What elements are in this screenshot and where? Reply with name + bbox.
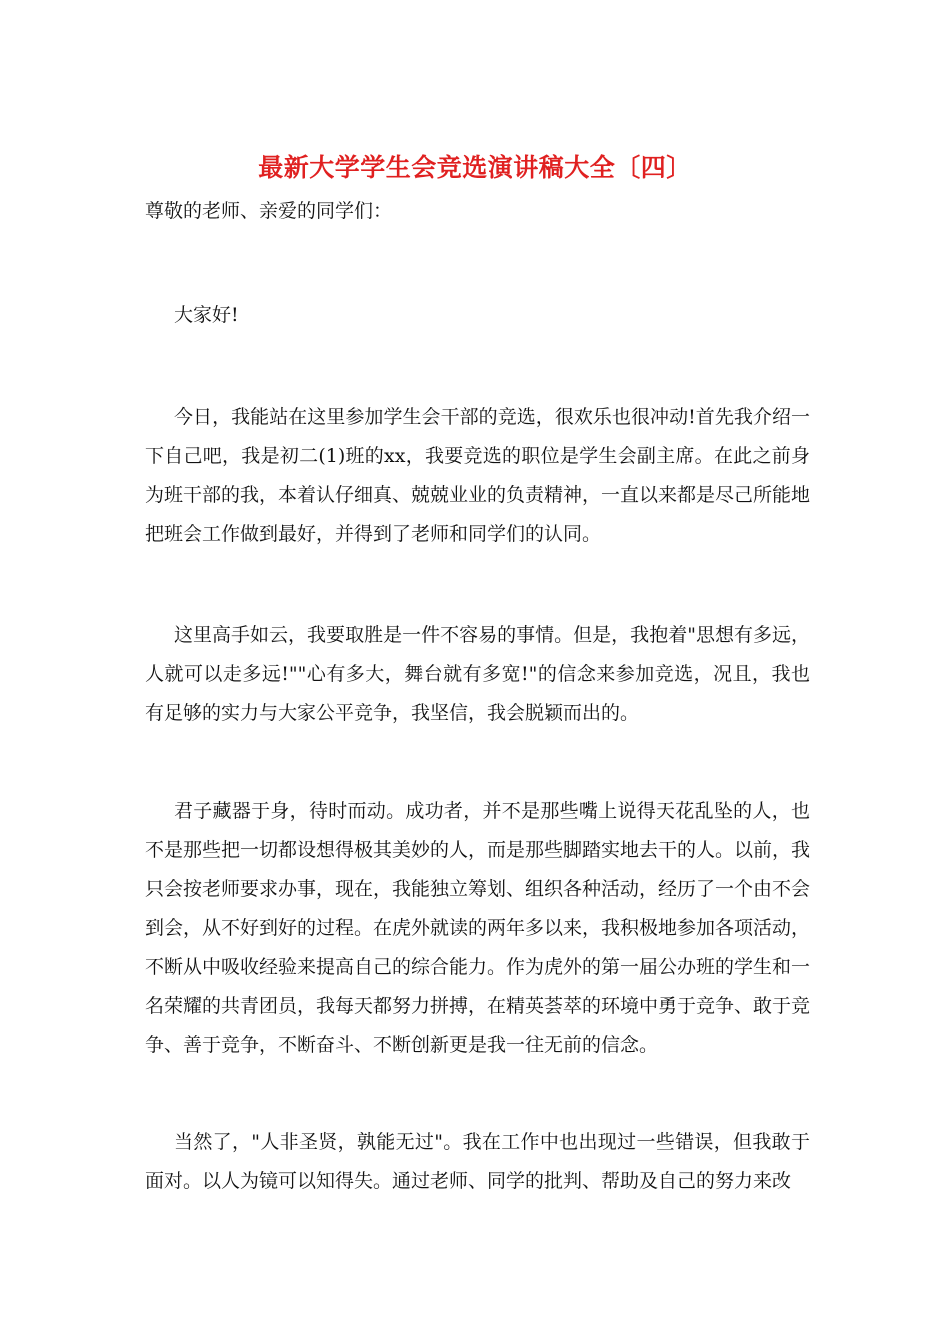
paragraph-greeting: 大家好! <box>174 304 239 326</box>
paragraph-mistakes: 当然了，"人非圣贤，孰能无过"。我在工作中也出现过一些错误，但我敢于面对。以人为镜可以知得失。通过老师、同学的批判、帮助及自己的努力来改 <box>145 1131 810 1192</box>
paragraph-experience: 君子藏器于身，待时而动。成功者，并不是那些嘴上说得天花乱坠的人，也不是那些把一切都设想得极其美妙的人，而是那些脚踏实地去干的人。以前，我只会按老师要求办事，现在，我能独立筹划、组织各种活动，经历了一个由不会到会，从不好到好的过程。在虎外就读的两年多以来，我积极地参加各项活动，不断从中吸收经验来提高自己的综合能力。作为虎外的第一届公办班的学生和一名荣耀的共青团员，我每天都努力拼搏，在精英荟萃的环境中勇于竞争、敢于竞争、善于竞争，不断奋斗、不断创新更是我一往无前的信念。 <box>145 800 811 1056</box>
document-title: 最新大学学生会竞选演讲稿大全〔四〕 <box>258 153 692 182</box>
paragraph-confidence: 这里高手如云，我要取胜是一件不容易的事情。但是，我抱着"思想有多远，人就可以走多远!""心有多大，舞台就有多宽!"的信念来参加竞选，况且，我也有足够的实力与大家公平竞争，我坚信，我会脱颖而出的。 <box>145 624 810 724</box>
paragraph-introduction: 今日，我能站在这里参加学生会干部的竞选，很欢乐也很冲动!首先我介绍一下自己吧，我是初二(1)班的xx，我要竞选的职位是学生会副主席。在此之前身为班干部的我，本着认仔细真、兢兢业业的负责精神，一直以来都是尽己所能地把班会工作做到最好，并得到了老师和同学们的认同。 <box>145 406 811 545</box>
salutation: 尊敬的老师、亲爱的同学们： <box>145 200 393 222</box>
